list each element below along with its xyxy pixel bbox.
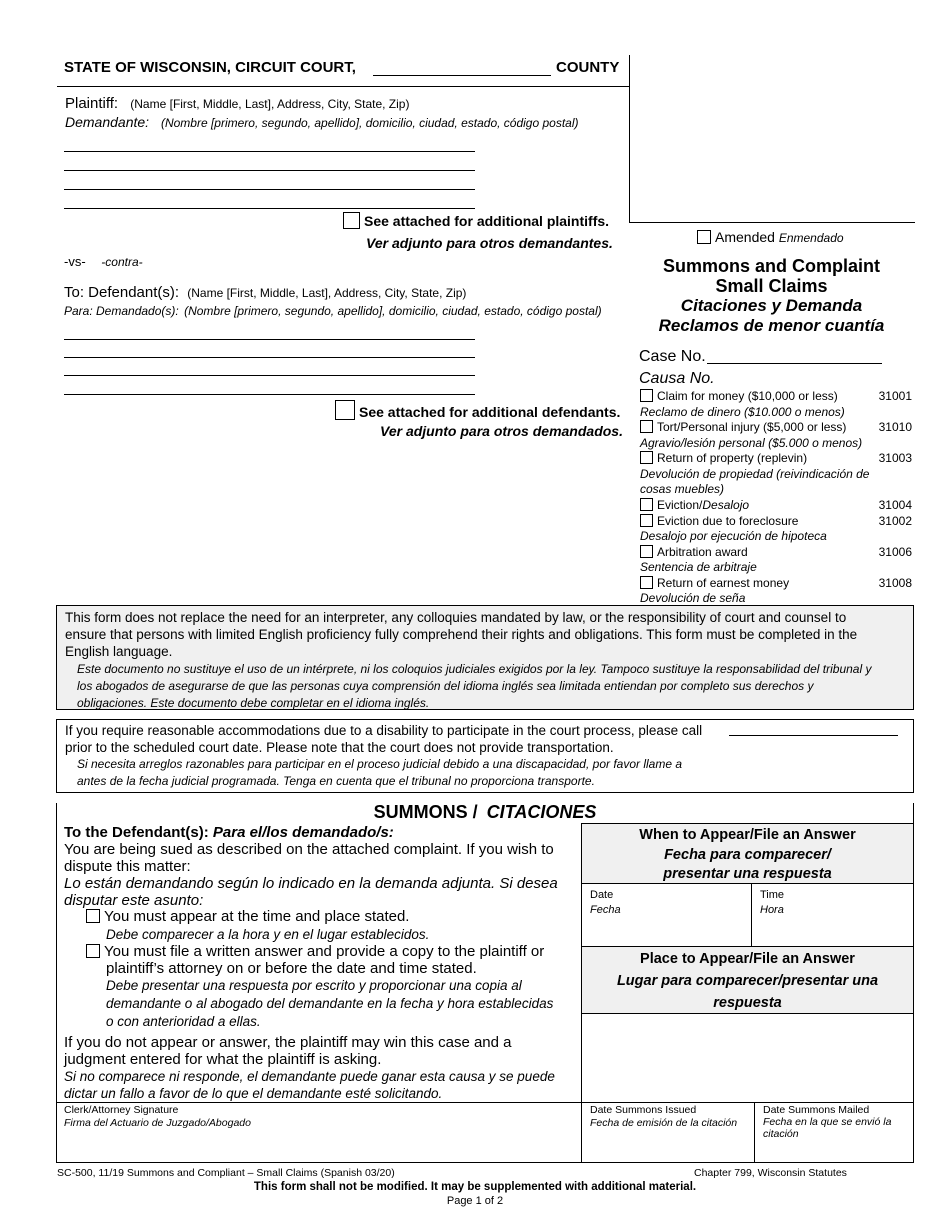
date-time-divider: [751, 883, 752, 946]
stamp-box-bottom: [629, 222, 915, 223]
place-to-appear-header: Place to Appear/File an Answer Lugar para comparecer/presentar una respuesta: [582, 947, 913, 1013]
case-type-label-es: Sentencia de arbitraje: [640, 560, 757, 574]
case-type-checkbox[interactable]: [640, 420, 653, 433]
defendant-label-es: Para: Demandado(s): (Nombre [primero, segundo, apellido], domicilio, ciudad, estado, código postal): [64, 304, 602, 318]
case-number-label: Case No.: [639, 348, 706, 365]
case-type-checkbox[interactable]: [640, 451, 653, 464]
header-divider: [57, 86, 630, 87]
plaintiff-label: Plaintiff: (Name [First, Middle, Last], Address, City, State, Zip): [65, 95, 410, 112]
form-title: Summons and Complaint Small Claims Citaciones y Demanda Reclamos de menor cuantía: [658, 256, 885, 335]
case-type-claim-money[interactable]: Claim for money ($10,000 or less) 31001: [640, 389, 912, 403]
signature-divider-2: [754, 1102, 755, 1163]
case-type-checkbox[interactable]: [640, 545, 653, 558]
case-type-label-es: Desalojo por ejecución de hipoteca: [640, 529, 827, 543]
additional-plaintiffs-checkbox[interactable]: [343, 212, 360, 229]
case-type-label-es: cosas muebles): [640, 482, 725, 496]
clerk-signature-field[interactable]: Clerk/Attorney Signature Firma del Actuario de Juzgado/Abogado: [64, 1104, 251, 1129]
versus: -vs- -contra-: [64, 254, 143, 269]
defendant-label: To: Defendant(s): (Name [First, Middle, Last], Address, City, State, Zip): [64, 284, 467, 301]
when-to-appear-header: When to Appear/File an Answer Fecha para comparecer/ presentar una respuesta: [582, 824, 913, 883]
page-number: Page 1 of 2: [446, 1195, 504, 1207]
option-appear[interactable]: You must appear at the time and place stated. Debe comparecer a la hora y en el lugar establecidos.: [86, 908, 580, 943]
amended-checkbox[interactable]: [697, 230, 711, 244]
additional-defendants-checkbox[interactable]: [335, 400, 355, 420]
accommodation-notice: If you require reasonable accommodations due to a disability to participate in the court process, please call prior to the scheduled court date. Please note that the court does not provide transportation. Si necesita arreglos razonables para participar en el proceso judicial debido a una discapacidad, por favor llame a antes de la fecha judicial programada. Tenga en cuenta que el tribunal no proporciona transporte.: [56, 719, 914, 793]
case-type-earnest-money[interactable]: Return of earnest money 31008: [640, 576, 912, 590]
summons-body: To the Defendant(s): Para el/los demandado/s: You are being sued as described on the attached complaint. If you wish to dispute this matter: Lo están demandando según lo indicado en la demanda adjunta. Si desea disputar este asunto:: [64, 824, 558, 909]
plaintiff-label-es: Demandante: (Nombre [primero, segundo, apellido], domicilio, ciudad, estado, código postal): [65, 114, 579, 130]
case-type-eviction[interactable]: Eviction/Desalojo 31004: [640, 498, 912, 512]
case-type-checkbox[interactable]: [640, 498, 653, 511]
defendant-line-3[interactable]: [64, 375, 475, 376]
date-mailed-field[interactable]: Date Summons Mailed Fecha en la que se envió la citación: [763, 1104, 892, 1140]
defendant-line-4[interactable]: [64, 394, 475, 395]
case-type-return-property[interactable]: Return of property (replevin) 31003: [640, 451, 912, 465]
place-field[interactable]: [582, 1014, 913, 1102]
option-file-answer-checkbox[interactable]: [86, 944, 100, 958]
signature-divider-1: [581, 1102, 582, 1163]
modification-notice: This form shall not be modified. It may be supplemented with additional material.: [253, 1181, 697, 1193]
case-number-label-es: Causa No.: [639, 370, 715, 387]
plaintiff-line-4[interactable]: [64, 208, 475, 209]
appear-divider: [581, 883, 914, 884]
case-type-label-es: Reclamo de dinero ($10.000 o menos): [640, 405, 845, 419]
additional-defendants-es: Ver adjunto para otros demandados.: [380, 423, 623, 439]
defendant-line-2[interactable]: [64, 357, 475, 358]
statute-reference: Chapter 799, Wisconsin Statutes: [694, 1167, 847, 1179]
case-number-field[interactable]: [707, 363, 882, 364]
additional-plaintiffs[interactable]: See attached for additional plaintiffs.: [343, 212, 609, 229]
summons-left-border: [56, 803, 57, 1103]
summons-title: SUMMONS / CITACIONES: [373, 802, 597, 822]
plaintiff-line-3[interactable]: [64, 189, 475, 190]
plaintiff-line-2[interactable]: [64, 170, 475, 171]
date-issued-field[interactable]: Date Summons Issued Fecha de emisión de la citación: [590, 1104, 738, 1129]
stamp-box-left: [629, 55, 630, 223]
default-warning: If you do not appear or answer, the plaintiff may win this case and a judgment entered for what the plaintiff is asking. Si no comparece ni responde, el demandante puede ganar esta causa y se puede dictar un fallo a favor de lo que el demandante esté solicitando.: [64, 1034, 555, 1101]
case-type-label-es: Devolución de seña: [640, 591, 746, 605]
option-appear-checkbox[interactable]: [86, 909, 100, 923]
accommodation-phone-field[interactable]: [729, 735, 898, 736]
court-heading: STATE OF WISCONSIN, CIRCUIT COURT,: [64, 59, 356, 76]
option-file-answer[interactable]: You must file a written answer and provide a copy to the plaintiff or plaintiff’s attorney on or before the date and time stated. Debe presentar una respuesta por escrito y proporcionar una copia al demandante o al abogado del demandante en la fecha y hora establecidas o con anterioridad a ellas.: [86, 943, 580, 1031]
interpreter-notice: This form does not replace the need for an interpreter, any colloquies mandated by law, or the responsibility of court and counsel to ensure that persons with limited English proficiency fully comprehend their rights and obligations. This form must be completed in the English language. Este documento no sustituye el uso de un intérprete, ni los coloquios judiciales exigidos por la ley. Tampoco sustituye la responsabilidad del tribunal y los abogados de asegurarse de que las personas cuya comprensión del idioma inglés sea limitada entiendan por completo sus derechos y obligaciones. Este documento debe completar en el idioma inglés.: [56, 605, 914, 710]
case-type-arbitration[interactable]: Arbitration award 31006: [640, 545, 912, 559]
appear-time-field[interactable]: Time Hora: [760, 889, 785, 916]
additional-plaintiffs-es: Ver adjunto para otros demandantes.: [366, 235, 613, 251]
form-id: SC-500, 11/19 Summons and Compliant – Small Claims (Spanish 03/20): [57, 1167, 395, 1179]
county-label: COUNTY: [556, 59, 620, 76]
amended-option[interactable]: Amended Enmendado: [697, 229, 844, 245]
case-type-checkbox[interactable]: [640, 514, 653, 527]
case-type-tort[interactable]: Tort/Personal injury ($5,000 or less) 31010: [640, 420, 912, 434]
case-type-checkbox[interactable]: [640, 576, 653, 589]
case-type-label-es: Agravio/lesión personal ($5.000 o menos): [640, 436, 863, 450]
county-field[interactable]: [373, 75, 551, 76]
additional-defendants[interactable]: See attached for additional defendants.: [335, 400, 620, 420]
case-type-checkbox[interactable]: [640, 389, 653, 402]
case-type-eviction-foreclosure[interactable]: Eviction due to foreclosure 31002: [640, 514, 912, 528]
case-type-label-es: Devolución de propiedad (reivindicación de: [640, 467, 870, 481]
defendant-line-1[interactable]: [64, 339, 475, 340]
appear-date-field[interactable]: Date Fecha: [590, 889, 621, 916]
plaintiff-line-1[interactable]: [64, 151, 475, 152]
